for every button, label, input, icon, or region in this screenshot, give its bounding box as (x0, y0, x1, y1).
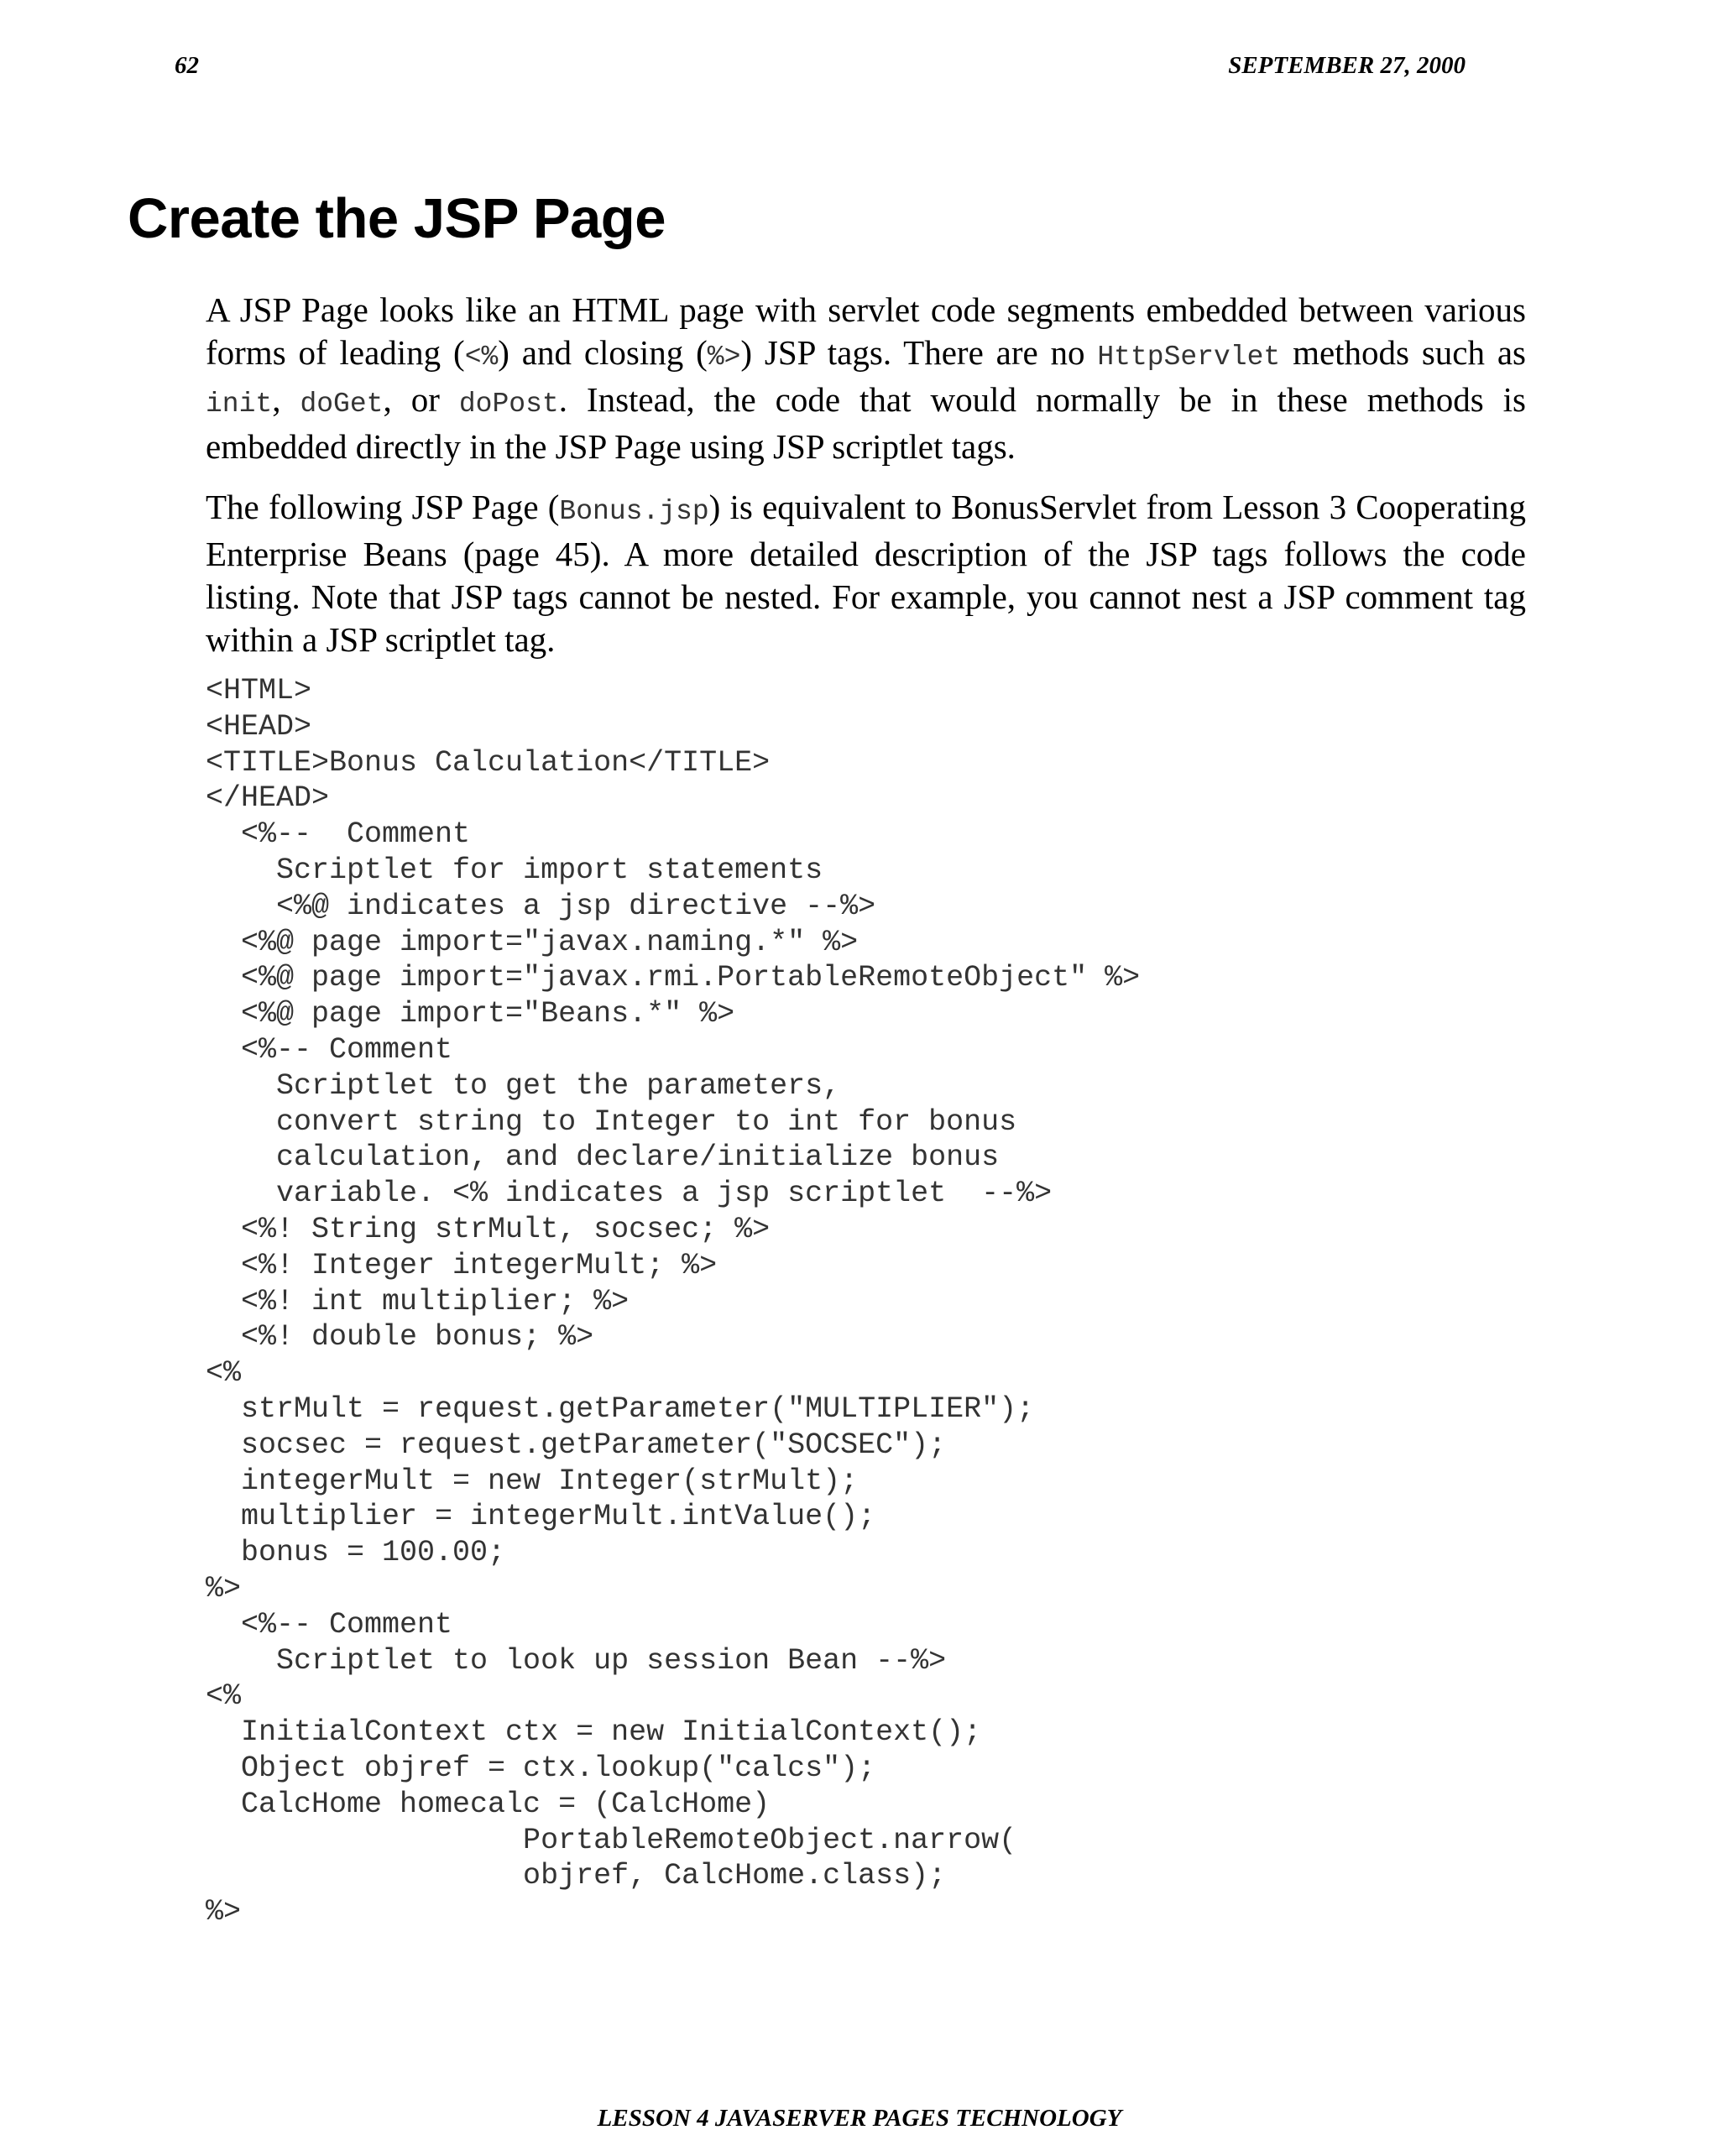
code-bonus-jsp: Bonus.jsp (559, 496, 709, 527)
text-run: ) JSP tags. There are no (740, 333, 1098, 372)
code-init: init (206, 389, 273, 420)
text-run: The following JSP Page ( (206, 488, 560, 526)
code-doget: doGet (300, 389, 384, 420)
code-httpservlet: HttpServlet (1097, 342, 1281, 373)
section-title: Create the JSP Page (128, 187, 666, 250)
page-number: 62 (175, 52, 199, 79)
header-date: SEPTEMBER 27, 2000 (1228, 52, 1466, 79)
text-run: , (272, 380, 300, 419)
code-close-tag: %> (707, 342, 741, 373)
code-listing: <HTML> <HEAD> <TITLE>Bonus Calculation</TITLE> </HEAD> <%-- Comment Scriptlet for import statements <%@ indicates a jsp directive --%> <%@ page import="javax.naming.*" %> <%@ page import="javax.rmi.PortableRemoteObject" %> <%@ page import="Beans.*" %> <%-- Comment Scriptlet to get the parameters, convert string to Integer to int for bonus calculation, and declare/initialize bonus variable. <% indicates a jsp scriptlet --%> <%! String strMult, socsec; %> <%! Integer integerMult; %> <%! int multiplier; %> <%! double bonus; %> <% strMult = request.getParameter("MULTIPLIER"); socsec = request.getParameter("SOCSEC"); integerMult = new Integer(strMult); multiplier = integerMult.intValue(); bonus = 100.00; %> <%-- Comment Scriptlet to look up session Bean --%> <% InitialContext ctx = new InitialContext(); Object objref = ctx.lookup("calcs"); CalcHome homecalc = (CalcHome) PortableRemoteObject.narrow( objref, CalcHome.class); %> (206, 674, 1141, 1929)
footer-lesson-title: LESSON 4 JAVASERVER PAGES TECHNOLOGY (597, 2105, 1122, 2132)
text-run: . Instead, the code that would normally be in these methods is embedded directly in the JSP Page using JSP scriptlet tags. (206, 380, 1527, 466)
text-run: ) is equivalent to BonusServlet from Lesson 3 Cooperating Enterprise Beans (page 45). A more detailed description of the JSP tags follows the code listing. Note that JSP tags cannot be nested. For example, you cannot nest a JSP comment tag within a JSP scriptlet tag. (206, 488, 1526, 659)
body-text (206, 289, 1526, 679)
paragraph-intro (206, 289, 1526, 468)
text-run: methods such as (1280, 333, 1527, 372)
text-run: ) and closing ( (498, 333, 708, 372)
paragraph-following (206, 486, 1526, 661)
text-run: , or (383, 380, 459, 419)
text-run: A JSP Page looks like an HTML page with servlet code segments embedded between various forms of leading ( (206, 290, 1526, 372)
code-dopost: doPost (458, 389, 559, 420)
code-open-tag: <% (464, 342, 499, 373)
